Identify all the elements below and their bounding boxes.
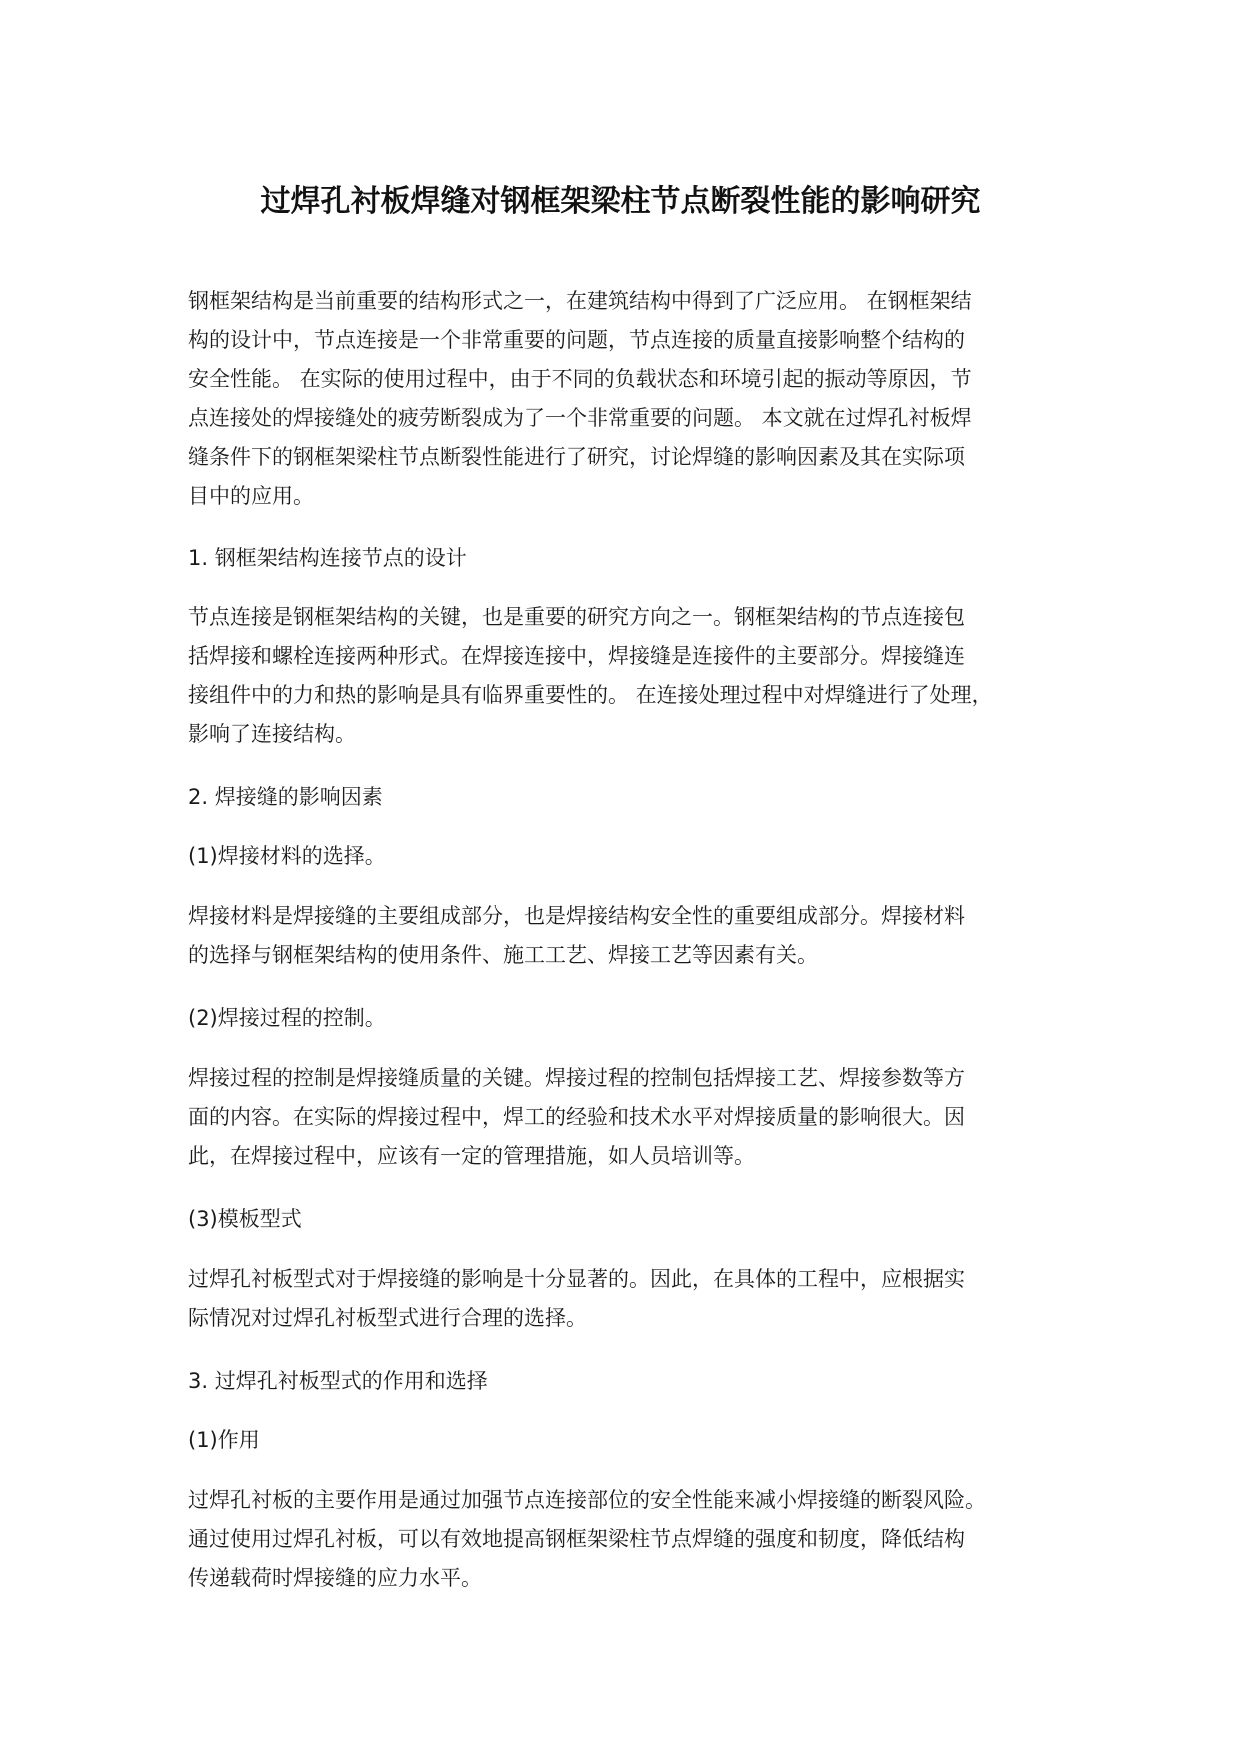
paragraph-line: 面的内容。在实际的焊接过程中，焊工的经验和技术水平对焊接质量的影响很大。因 [188,1105,965,1129]
paragraph-line: 括焊接和螺栓连接两种形式。在焊接连接中，焊接缝是连接件的主要部分。焊接缝连 [188,644,965,668]
paragraph-line: 点连接处的焊接缝处的疲劳断裂成为了一个非常重要的问题。 本文就在过焊孔衬板焊 [188,406,972,430]
paragraph-line: 焊接过程的控制是焊接缝质量的关键。焊接过程的控制包括焊接工艺、焊接参数等方 [188,1066,965,1090]
paragraph-line: 目中的应用。 [188,484,314,508]
subheading-text: (3)模板型式 [188,1207,302,1231]
paragraph-line: 钢框架结构是当前重要的结构形式之一，在建筑结构中得到了广泛应用。 在钢框架结 [188,289,972,313]
paragraph-line: 接组件中的力和热的影响是具有临界重要性的。 在连接处理过程中对焊缝进行了处理， [188,683,993,707]
section-3-item-1-heading [188,1421,1068,1460]
paragraph-line: 传递载荷时焊接缝的应力水平。 [188,1566,482,1590]
section-2-item-1-heading [188,837,1068,876]
paragraph-line: 过焊孔衬板型式对于焊接缝的影响是十分显著的。因此，在具体的工程中，应根据实 [188,1267,965,1291]
section-1-paragraph [188,598,1068,754]
section-2-item-3-paragraph [188,1260,1068,1338]
paragraph-line: 际情况对过焊孔衬板型式进行合理的选择。 [188,1306,587,1330]
subheading-text: (1)焊接材料的选择。 [188,844,386,868]
paragraph-line: 的选择与钢框架结构的使用条件、施工工艺、焊接工艺等因素有关。 [188,943,818,967]
paragraph-line: 节点连接是钢框架结构的关键，也是重要的研究方向之一。钢框架结构的节点连接包 [188,605,965,629]
section-heading-text: 1. 钢框架结构连接节点的设计 [188,546,467,570]
intro-paragraph [188,282,1068,516]
section-1-heading [188,539,1068,578]
section-3-item-1-paragraph [188,1481,1068,1598]
paragraph-line: 安全性能。 在实际的使用过程中，由于不同的负载状态和环境引起的振动等原因，节 [188,367,972,391]
section-2-item-2-heading [188,999,1068,1038]
subheading-text: (1)作用 [188,1428,260,1452]
paragraph-line: 过焊孔衬板的主要作用是通过加强节点连接部位的安全性能来减小焊接缝的断裂风险。 [188,1488,986,1512]
section-heading-text: 3. 过焊孔衬板型式的作用和选择 [188,1369,488,1393]
paragraph-line: 缝条件下的钢框架梁柱节点断裂性能进行了研究，讨论焊缝的影响因素及其在实际项 [188,445,965,469]
section-2-item-2-paragraph [188,1059,1068,1176]
subheading-text: (2)焊接过程的控制。 [188,1006,386,1030]
section-2-item-3-heading [188,1200,1068,1239]
paragraph-line: 此，在焊接过程中，应该有一定的管理措施，如人员培训等。 [188,1144,755,1168]
paragraph-line: 影响了连接结构。 [188,722,356,746]
section-2-heading [188,778,1068,817]
paragraph-line: 通过使用过焊孔衬板，可以有效地提高钢框架梁柱节点焊缝的强度和韧度，降低结构 [188,1527,965,1551]
section-heading-text: 2. 焊接缝的影响因素 [188,785,383,809]
section-2-item-1-paragraph [188,897,1068,975]
paragraph-line: 构的设计中，节点连接是一个非常重要的问题，节点连接的质量直接影响整个结构的 [188,328,965,352]
paragraph-line: 焊接材料是焊接缝的主要组成部分，也是焊接结构安全性的重要组成部分。焊接材料 [188,904,965,928]
document-title: 过焊孔衬板焊缝对钢框架梁柱节点断裂性能的影响研究 [260,184,981,219]
section-3-heading [188,1362,1068,1401]
